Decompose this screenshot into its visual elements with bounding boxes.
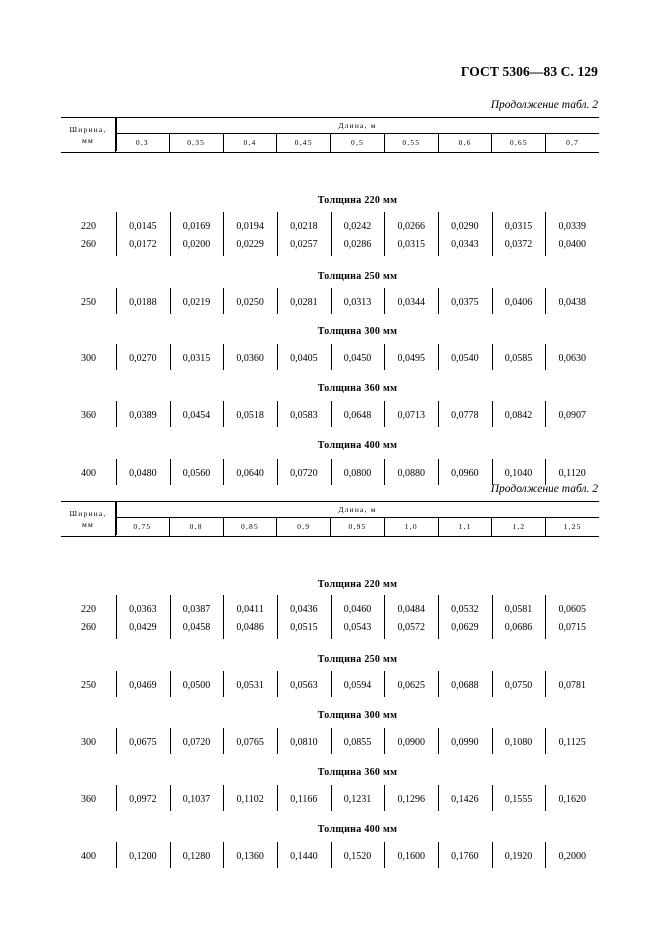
width-column-header xyxy=(61,502,116,536)
column-divider xyxy=(170,728,171,754)
column-divider xyxy=(331,671,332,697)
cell-value: 0,1920 xyxy=(504,851,533,862)
column-divider xyxy=(492,671,493,697)
length-column-label: 0,5 xyxy=(331,134,385,152)
column-divider xyxy=(438,459,439,485)
column-divider xyxy=(277,288,278,314)
cell-value: 0,0640 xyxy=(236,468,264,479)
column-divider xyxy=(384,288,385,314)
cell-value: 0,0810 xyxy=(290,737,318,748)
cell-value: 0,1520 xyxy=(343,851,372,862)
column-divider xyxy=(545,671,546,697)
cell-value: 0,0563 xyxy=(290,680,318,691)
column-divider xyxy=(223,401,224,427)
cell-value: 0,0900 xyxy=(397,737,425,748)
cell-value: 0,0405 xyxy=(290,353,318,364)
cell-value: 0,0219 xyxy=(182,297,211,308)
page-header: ГОСТ 5306—83 С. 129 xyxy=(460,64,598,79)
column-divider xyxy=(170,842,171,868)
row-values xyxy=(116,409,599,423)
column-divider xyxy=(331,288,332,314)
column-divider xyxy=(492,212,493,256)
cell-value: 0,1360 xyxy=(236,851,264,862)
row-values xyxy=(116,467,599,481)
cell-value: 0,1040 xyxy=(504,468,533,479)
cell-value: 0,0406 xyxy=(504,297,533,308)
column-divider xyxy=(331,212,332,256)
cell-value: 0,1280 xyxy=(182,851,211,862)
thickness-group-title: Толщина 250 мм xyxy=(317,271,398,282)
cell-value: 0,0972 xyxy=(129,794,157,805)
column-divider xyxy=(545,842,546,868)
cell-value: 0,0515 xyxy=(290,622,318,633)
cell-value: 0,0372 xyxy=(504,239,533,250)
cell-value: 0,0257 xyxy=(290,239,318,250)
cell-value: 0,0400 xyxy=(558,239,586,250)
length-column-label: 0,8 xyxy=(170,518,224,536)
cell-value: 0,0720 xyxy=(182,737,211,748)
cell-value: 0,0250 xyxy=(236,297,264,308)
row-width-value: 300 xyxy=(81,737,96,748)
column-divider xyxy=(223,344,224,370)
cell-value: 0,1231 xyxy=(343,794,372,805)
cell-value: 0,0411 xyxy=(236,604,264,615)
cell-value: 0,0880 xyxy=(397,468,425,479)
column-divider xyxy=(116,401,117,427)
row-width-value: 360 xyxy=(81,794,96,805)
row-width-value: 260 xyxy=(81,622,96,633)
length-columns xyxy=(116,134,599,152)
cell-value: 0,1600 xyxy=(397,851,425,862)
cell-value: 0,1125 xyxy=(558,737,586,748)
cell-value: 0,0572 xyxy=(397,622,425,633)
cell-value: 0,1620 xyxy=(558,794,586,805)
width-column-header xyxy=(61,118,116,152)
column-divider xyxy=(384,728,385,754)
cell-value: 0,0855 xyxy=(343,737,372,748)
column-divider xyxy=(384,595,385,639)
cell-value: 0,1166 xyxy=(290,794,318,805)
cell-value: 0,0429 xyxy=(129,622,157,633)
length-column-label: 1,25 xyxy=(563,522,582,531)
length-column-label: 0,6 xyxy=(439,134,493,152)
row-width-value: 250 xyxy=(81,297,96,308)
column-divider xyxy=(438,842,439,868)
cell-value: 0,0290 xyxy=(451,221,479,232)
cell-value: 0,0781 xyxy=(558,680,586,691)
cell-value: 0,0605 xyxy=(558,604,586,615)
column-divider xyxy=(116,344,117,370)
length-column-label: 1,0 xyxy=(385,518,439,536)
cell-value: 0,0315 xyxy=(504,221,533,232)
column-divider xyxy=(384,344,385,370)
column-divider xyxy=(331,842,332,868)
length-column-label: 0,65 xyxy=(492,134,546,152)
cell-value: 0,1080 xyxy=(504,737,533,748)
row-width-value: 360 xyxy=(81,410,96,421)
row-values xyxy=(116,793,599,807)
cell-value: 0,0460 xyxy=(343,604,372,615)
cell-value: 0,0686 xyxy=(504,622,533,633)
cell-value: 0,0594 xyxy=(343,680,372,691)
column-divider xyxy=(384,401,385,427)
length-column-label: 0,45 xyxy=(277,134,331,152)
cell-value: 0,0266 xyxy=(397,221,425,232)
column-divider xyxy=(545,728,546,754)
length-column-label: 0,35 xyxy=(170,134,224,152)
cell-value: 0,0581 xyxy=(504,604,533,615)
column-divider xyxy=(438,671,439,697)
column-divider xyxy=(170,671,171,697)
column-divider xyxy=(384,785,385,811)
row-width-value: 400 xyxy=(81,468,96,479)
cell-value: 0,0715 xyxy=(558,622,586,633)
cell-value: 0,0315 xyxy=(182,353,211,364)
length-column-label: 0,3 xyxy=(116,134,170,152)
column-divider xyxy=(277,671,278,697)
row-width-value: 260 xyxy=(81,239,96,250)
column-divider xyxy=(277,785,278,811)
row-values xyxy=(116,850,599,864)
cell-value: 0,0281 xyxy=(290,297,318,308)
cell-value: 0,0454 xyxy=(182,410,211,421)
table-header xyxy=(61,501,599,537)
length-column-label: 0,95 xyxy=(331,518,385,536)
cell-value: 0,0907 xyxy=(558,410,586,421)
width-column-divider xyxy=(116,117,117,151)
cell-value: 0,0625 xyxy=(397,680,425,691)
cell-value: 0,1440 xyxy=(290,851,318,862)
row-values xyxy=(116,220,599,234)
cell-value: 0,0480 xyxy=(129,468,157,479)
column-divider xyxy=(384,212,385,256)
cell-value: 0,1037 xyxy=(182,794,211,805)
cell-value: 0,0229 xyxy=(236,239,264,250)
column-divider xyxy=(492,459,493,485)
length-columns xyxy=(116,518,599,536)
cell-value: 0,0778 xyxy=(451,410,479,421)
cell-value: 0,0518 xyxy=(236,410,264,421)
cell-value: 0,0532 xyxy=(451,604,479,615)
cell-value: 0,0218 xyxy=(290,221,318,232)
length-column-header: Длина, м xyxy=(116,118,599,134)
length-column-label: 0,4 xyxy=(224,134,278,152)
cell-value: 0,2000 xyxy=(558,851,586,862)
cell-value: 0,0531 xyxy=(236,680,264,691)
column-divider xyxy=(331,401,332,427)
column-divider xyxy=(223,288,224,314)
width-label: Ширина, xyxy=(69,509,107,518)
row-width-value: 300 xyxy=(81,353,96,364)
table-caption: Продолжение табл. 2 xyxy=(490,99,598,111)
cell-value: 0,1120 xyxy=(558,468,586,479)
cell-value: 0,0540 xyxy=(451,353,479,364)
width-label: Ширина, xyxy=(69,125,107,134)
column-divider xyxy=(545,595,546,639)
length-column-header: Длина, м xyxy=(116,502,599,518)
row-width-value: 250 xyxy=(81,680,96,691)
column-divider xyxy=(277,344,278,370)
thickness-group-title: Толщина 400 мм xyxy=(317,824,398,835)
cell-value: 0,0486 xyxy=(236,622,264,633)
cell-value: 0,0648 xyxy=(343,410,372,421)
column-divider xyxy=(438,212,439,256)
cell-value: 0,0389 xyxy=(129,410,157,421)
cell-value: 0,1426 xyxy=(451,794,479,805)
column-divider xyxy=(223,595,224,639)
cell-value: 0,0145 xyxy=(129,221,157,232)
column-divider xyxy=(492,728,493,754)
column-divider xyxy=(170,785,171,811)
cell-value: 0,0560 xyxy=(182,468,211,479)
cell-value: 0,0990 xyxy=(451,737,479,748)
row-values xyxy=(116,621,599,635)
row-values xyxy=(116,296,599,310)
row-values xyxy=(116,736,599,750)
cell-value: 0,0750 xyxy=(504,680,533,691)
cell-value: 0,0842 xyxy=(504,410,533,421)
length-column-label: 0,9 xyxy=(277,518,331,536)
cell-value: 0,0375 xyxy=(451,297,479,308)
cell-value: 0,0543 xyxy=(343,622,372,633)
column-divider xyxy=(223,785,224,811)
column-divider xyxy=(116,288,117,314)
cell-value: 0,0172 xyxy=(129,239,157,250)
thickness-group-title: Толщина 300 мм xyxy=(317,710,398,721)
column-divider xyxy=(170,401,171,427)
column-divider xyxy=(384,671,385,697)
cell-value: 0,0438 xyxy=(558,297,586,308)
column-divider xyxy=(545,288,546,314)
column-divider xyxy=(277,212,278,256)
column-divider xyxy=(277,459,278,485)
row-values xyxy=(116,238,599,252)
column-divider xyxy=(492,785,493,811)
cell-value: 0,0286 xyxy=(343,239,372,250)
cell-value: 0,0200 xyxy=(182,239,211,250)
cell-value: 0,0242 xyxy=(343,221,372,232)
cell-value: 0,0720 xyxy=(290,468,318,479)
column-divider xyxy=(492,842,493,868)
cell-value: 0,0484 xyxy=(397,604,425,615)
column-divider xyxy=(545,344,546,370)
column-divider xyxy=(545,401,546,427)
column-divider xyxy=(170,344,171,370)
cell-value: 0,0360 xyxy=(236,353,264,364)
column-divider xyxy=(438,595,439,639)
row-width-value: 220 xyxy=(81,604,96,615)
thickness-group-title: Толщина 360 мм xyxy=(317,383,398,394)
row-width-value: 400 xyxy=(81,851,96,862)
column-divider xyxy=(545,459,546,485)
length-column-label: 0,55 xyxy=(385,134,439,152)
length-column-label: 0,75 xyxy=(116,518,170,536)
column-divider xyxy=(438,728,439,754)
column-divider xyxy=(116,785,117,811)
column-divider xyxy=(438,401,439,427)
cell-value: 0,0315 xyxy=(397,239,425,250)
cell-value: 0,0313 xyxy=(343,297,372,308)
cell-value: 0,1200 xyxy=(129,851,157,862)
thickness-group-title: Толщина 300 мм xyxy=(317,326,398,337)
column-divider xyxy=(277,842,278,868)
cell-value: 0,0675 xyxy=(129,737,157,748)
column-divider xyxy=(116,728,117,754)
cell-value: 0,1555 xyxy=(504,794,533,805)
column-divider xyxy=(438,344,439,370)
cell-value: 0,0960 xyxy=(451,468,479,479)
column-divider xyxy=(116,459,117,485)
cell-value: 0,0450 xyxy=(343,353,372,364)
row-width-value: 220 xyxy=(81,221,96,232)
column-divider xyxy=(438,785,439,811)
column-divider xyxy=(331,459,332,485)
column-divider xyxy=(384,842,385,868)
cell-value: 0,0363 xyxy=(129,604,157,615)
cell-value: 0,0387 xyxy=(182,604,211,615)
row-values xyxy=(116,603,599,617)
row-values xyxy=(116,679,599,693)
column-divider xyxy=(331,344,332,370)
column-divider xyxy=(545,785,546,811)
width-unit-label: мм xyxy=(82,136,94,145)
column-divider xyxy=(116,212,117,256)
column-divider xyxy=(116,842,117,868)
table-caption: Продолжение табл. 2 xyxy=(490,483,598,495)
column-divider xyxy=(277,728,278,754)
cell-value: 0,0583 xyxy=(290,410,318,421)
cell-value: 0,0630 xyxy=(558,353,586,364)
cell-value: 0,0495 xyxy=(397,353,425,364)
length-column-label: 1,1 xyxy=(439,518,493,536)
column-divider xyxy=(116,671,117,697)
column-divider xyxy=(492,288,493,314)
weight-table xyxy=(61,501,599,862)
cell-value: 0,0688 xyxy=(451,680,479,691)
column-divider xyxy=(331,728,332,754)
width-unit-label: мм xyxy=(82,520,94,529)
cell-value: 0,0469 xyxy=(129,680,157,691)
thickness-group-title: Толщина 400 мм xyxy=(317,440,398,451)
cell-value: 0,0270 xyxy=(129,353,157,364)
column-divider xyxy=(170,595,171,639)
length-column-label: 1,2 xyxy=(492,518,546,536)
column-divider xyxy=(223,212,224,256)
cell-value: 0,0585 xyxy=(504,353,533,364)
column-divider xyxy=(223,842,224,868)
cell-value: 0,0344 xyxy=(397,297,425,308)
column-divider xyxy=(492,595,493,639)
cell-value: 0,0458 xyxy=(182,622,211,633)
column-divider xyxy=(223,728,224,754)
cell-value: 0,1296 xyxy=(397,794,425,805)
cell-value: 0,0500 xyxy=(182,680,211,691)
column-divider xyxy=(331,595,332,639)
column-divider xyxy=(438,288,439,314)
cell-value: 0,1760 xyxy=(451,851,479,862)
cell-value: 0,0169 xyxy=(182,221,211,232)
column-divider xyxy=(170,459,171,485)
cell-value: 0,0765 xyxy=(236,737,264,748)
weight-table xyxy=(61,117,599,479)
cell-value: 0,0343 xyxy=(451,239,479,250)
row-values xyxy=(116,352,599,366)
cell-value: 0,0436 xyxy=(290,604,318,615)
column-divider xyxy=(545,212,546,256)
column-divider xyxy=(223,671,224,697)
cell-value: 0,0188 xyxy=(129,297,157,308)
thickness-group-title: Толщина 220 мм xyxy=(317,195,398,206)
column-divider xyxy=(277,595,278,639)
length-column-label: 0,7 xyxy=(566,138,580,147)
thickness-group-title: Толщина 360 мм xyxy=(317,767,398,778)
cell-value: 0,0339 xyxy=(558,221,586,232)
table-header xyxy=(61,117,599,153)
column-divider xyxy=(170,288,171,314)
cell-value: 0,0194 xyxy=(236,221,264,232)
width-column-divider xyxy=(116,501,117,535)
column-divider xyxy=(384,459,385,485)
cell-value: 0,1102 xyxy=(236,794,264,805)
column-divider xyxy=(331,785,332,811)
column-divider xyxy=(170,212,171,256)
column-divider xyxy=(116,595,117,639)
thickness-group-title: Толщина 220 мм xyxy=(317,579,398,590)
cell-value: 0,0800 xyxy=(343,468,372,479)
column-divider xyxy=(492,344,493,370)
column-divider xyxy=(277,401,278,427)
length-column-label: 0,85 xyxy=(224,518,278,536)
thickness-group-title: Толщина 250 мм xyxy=(317,654,398,665)
cell-value: 0,0629 xyxy=(451,622,479,633)
column-divider xyxy=(492,401,493,427)
cell-value: 0,0713 xyxy=(397,410,425,421)
column-divider xyxy=(223,459,224,485)
